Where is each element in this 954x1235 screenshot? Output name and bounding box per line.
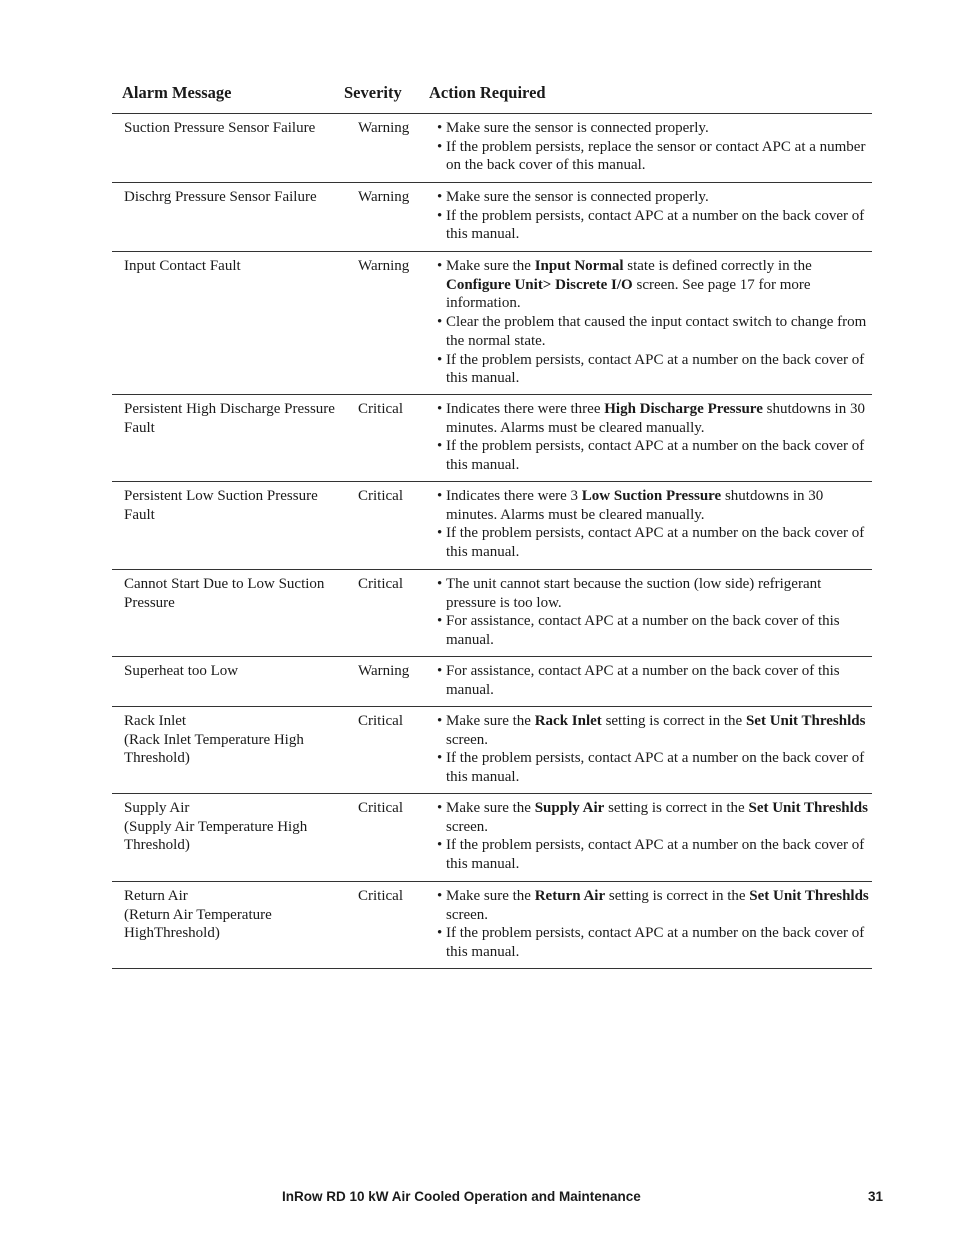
action-item xyxy=(425,712,872,749)
alarm-message-line: Cannot Start Due to Low Suction Pressure xyxy=(124,576,325,611)
action-text: shutdowns in 30 minutes. Alarms must be cleared manually. xyxy=(446,488,824,523)
action-list xyxy=(425,575,872,650)
action-text: setting is correct in the xyxy=(604,800,749,816)
action-text: The unit cannot start because the suction (low side) refrigerant pressure is too low. xyxy=(446,576,822,611)
severity-cell: Warning xyxy=(358,120,410,136)
action-emphasis: Set Unit Threshlds xyxy=(745,713,866,729)
alarm-table xyxy=(112,79,872,969)
action-required-cell xyxy=(420,887,872,968)
alarm-message-line: (Return Air Temperature HighThreshold) xyxy=(124,906,272,942)
action-text: Make sure the xyxy=(446,888,535,904)
action-item xyxy=(425,836,872,873)
alarm-message-line: Return Air xyxy=(124,888,188,904)
action-required-cell xyxy=(420,257,872,394)
action-text: For assistance, contact APC at a number on the back cover of this manual. xyxy=(446,663,840,698)
severity-cell: Critical xyxy=(358,800,403,816)
table-row xyxy=(112,794,872,882)
action-text: Make sure the xyxy=(446,258,535,274)
action-text: If the problem persists, contact APC at a number on the back cover of this manual. xyxy=(446,525,865,561)
action-text: If the problem persists, contact APC at a number on the back cover of this manual. xyxy=(446,207,865,243)
alarm-message-cell xyxy=(112,119,335,182)
action-item xyxy=(425,799,872,836)
alarm-message-cell xyxy=(112,887,335,968)
page-number: 31 xyxy=(868,1189,884,1204)
table-body xyxy=(112,114,872,969)
alarm-message-line: Persistent High Discharge Pressure Fault xyxy=(124,401,335,436)
action-list xyxy=(425,119,872,175)
action-item xyxy=(425,524,872,561)
alarm-message-cell xyxy=(112,188,335,251)
severity-cell: Critical xyxy=(358,713,403,729)
action-text: screen. See page 17 for more information. xyxy=(446,276,811,312)
action-required-cell xyxy=(420,575,872,656)
action-list xyxy=(425,712,872,787)
action-text: Make sure the xyxy=(446,713,535,729)
action-item xyxy=(425,351,872,388)
action-text: Make sure the sensor is connected properly. xyxy=(446,189,709,205)
action-text: If the problem persists, replace the sensor or contact APC at a number on the back cover of this manual. xyxy=(446,138,866,174)
action-emphasis: Configure Unit> Discrete I/O xyxy=(446,276,633,293)
action-emphasis: Input Normal xyxy=(534,258,624,274)
action-item xyxy=(425,207,872,244)
alarm-message-line: Rack Inlet xyxy=(124,713,187,729)
action-text: screen. xyxy=(446,818,489,835)
action-required-cell xyxy=(420,662,872,706)
alarm-message-line: (Supply Air Temperature High Threshold) xyxy=(124,818,308,854)
action-required-cell xyxy=(420,799,872,881)
action-emphasis: Set Unit Threshlds xyxy=(749,888,869,904)
action-list xyxy=(425,887,872,962)
action-list xyxy=(425,799,872,874)
alarm-message-line: Supply Air xyxy=(124,800,190,816)
alarm-message-cell xyxy=(112,487,335,569)
action-emphasis: High Discharge Pressure xyxy=(604,401,763,417)
action-list xyxy=(425,487,872,562)
severity-cell: Critical xyxy=(358,888,403,904)
alarm-message-cell xyxy=(112,712,335,793)
action-item xyxy=(425,400,872,437)
action-item xyxy=(425,138,872,175)
table-row xyxy=(112,183,872,252)
table-row xyxy=(112,570,872,657)
severity-cell: Warning xyxy=(358,258,410,274)
action-text: For assistance, contact APC at a number on the back cover of this manual. xyxy=(446,613,840,649)
action-text: Make sure the sensor is connected properly. xyxy=(446,120,709,136)
action-item xyxy=(425,188,872,207)
alarm-message-line: Superheat too Low xyxy=(124,663,239,679)
action-item xyxy=(425,437,872,474)
action-emphasis: Rack Inlet xyxy=(534,713,602,729)
footer-title: InRow RD 10 kW Air Cooled Operation and Maintenance xyxy=(282,1189,641,1204)
alarm-message-line: Dischrg Pressure Sensor Failure xyxy=(124,189,317,205)
action-list xyxy=(425,662,872,699)
action-text: If the problem persists, contact APC at a number on the back cover of this manual. xyxy=(446,750,865,786)
action-text: shutdowns in 30 minutes. Alarms must be cleared manually. xyxy=(446,401,865,436)
action-text: If the problem persists, contact APC at a number on the back cover of this manual. xyxy=(446,925,865,961)
action-item xyxy=(425,487,872,524)
action-item xyxy=(425,749,872,786)
table-row xyxy=(112,882,872,969)
action-text: Make sure the xyxy=(446,800,535,816)
table-header xyxy=(112,79,872,114)
alarm-message-cell xyxy=(112,575,335,656)
header-alarm-message: Alarm Message xyxy=(122,83,232,102)
action-required-cell xyxy=(420,712,872,793)
action-text: Indicates there were 3 xyxy=(446,488,582,504)
header-action-required: Action Required xyxy=(429,83,546,102)
action-text: If the problem persists, contact APC at a number on the back cover of this manual. xyxy=(446,351,865,387)
alarm-message-cell xyxy=(112,799,335,881)
alarm-message-line: Persistent Low Suction Pressure Fault xyxy=(124,488,318,523)
table-row xyxy=(112,395,872,482)
action-item xyxy=(425,924,872,961)
severity-cell: Critical xyxy=(358,488,403,504)
action-emphasis: Low Suction Pressure xyxy=(581,488,722,504)
header-severity: Severity xyxy=(344,83,402,102)
action-item xyxy=(425,662,872,699)
table-row xyxy=(112,657,872,707)
action-list xyxy=(425,188,872,244)
action-item xyxy=(425,119,872,138)
action-required-cell xyxy=(420,119,872,182)
table-row xyxy=(112,707,872,794)
severity-cell: Warning xyxy=(358,663,410,679)
alarm-message-cell xyxy=(112,662,335,706)
action-emphasis: Supply Air xyxy=(534,800,605,816)
severity-cell: Critical xyxy=(358,576,403,592)
severity-cell: Warning xyxy=(358,189,410,205)
action-item xyxy=(425,313,872,350)
action-text: If the problem persists, contact APC at a number on the back cover of this manual. xyxy=(446,438,865,474)
severity-cell: Critical xyxy=(358,401,403,417)
action-text: setting is correct in the xyxy=(605,888,750,904)
alarm-message-cell xyxy=(112,257,335,394)
action-emphasis: Set Unit Threshlds xyxy=(748,800,868,816)
action-required-cell xyxy=(420,400,872,481)
alarm-message-line: (Rack Inlet Temperature High Threshold) xyxy=(124,731,304,767)
action-text: setting is correct in the xyxy=(601,713,746,729)
action-item xyxy=(425,257,872,313)
action-emphasis: Return Air xyxy=(534,888,606,904)
action-item xyxy=(425,887,872,924)
action-item xyxy=(425,575,872,612)
action-text: screen. xyxy=(446,906,489,923)
table-row xyxy=(112,482,872,570)
alarm-message-line: Input Contact Fault xyxy=(124,258,241,274)
action-required-cell xyxy=(420,188,872,251)
alarm-message-line: Suction Pressure Sensor Failure xyxy=(124,120,316,136)
action-item xyxy=(425,612,872,649)
action-required-cell xyxy=(420,487,872,569)
action-list xyxy=(425,400,872,475)
action-text: Clear the problem that caused the input contact switch to change from the normal state. xyxy=(446,314,867,349)
alarm-message-cell xyxy=(112,400,335,481)
action-text: state is defined correctly in the xyxy=(623,258,812,274)
action-list xyxy=(425,257,872,388)
action-text: Indicates there were three xyxy=(446,401,605,417)
action-text: screen. xyxy=(446,731,489,748)
table-row xyxy=(112,114,872,183)
table-row xyxy=(112,252,872,395)
action-text: If the problem persists, contact APC at a number on the back cover of this manual. xyxy=(446,837,865,873)
